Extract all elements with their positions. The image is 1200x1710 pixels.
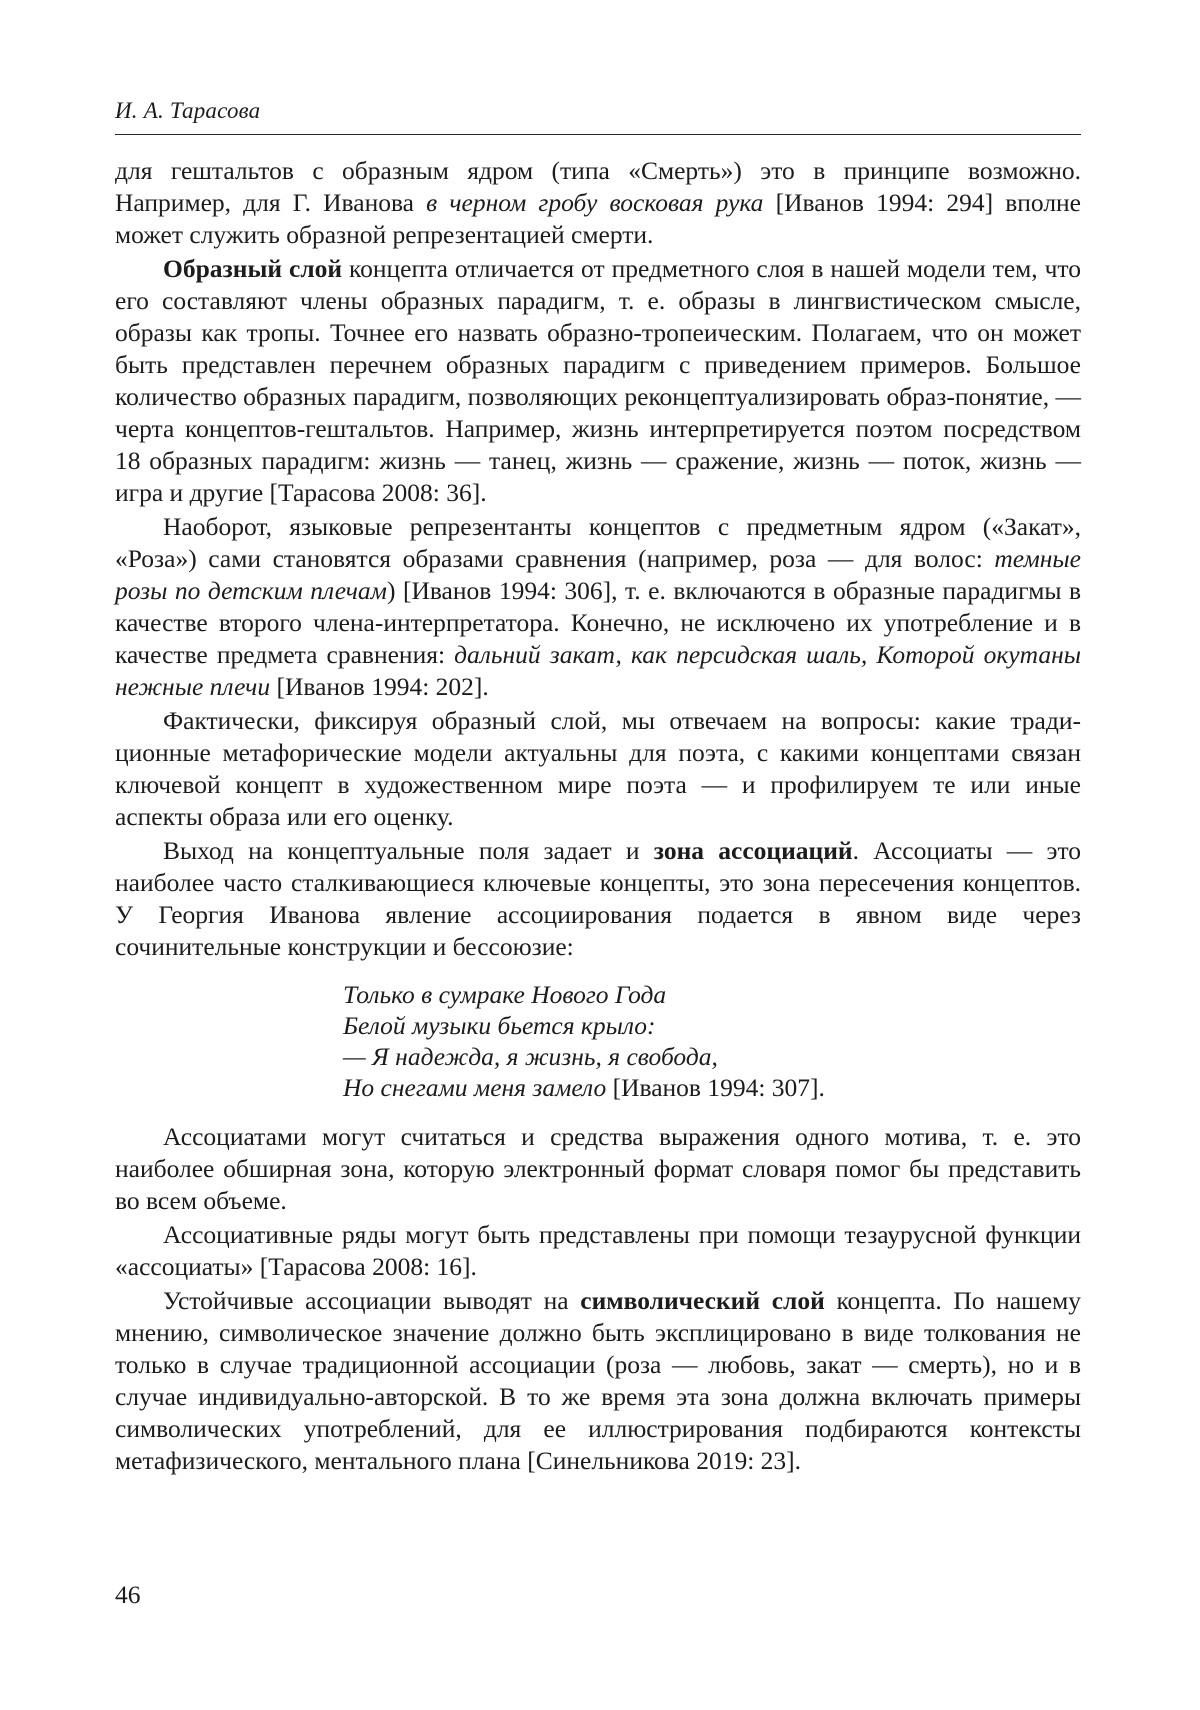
paragraph-text: концепта. По нашему мнению, символическое значение должно быть эксплицировано в виде толкования не только в случае традиционной ассоциации (роза — любовь, закат — смерть), но и в случае индивидуально-авторской. В то же время эта зона должна включать примеры символических употреблений, для ее иллюстрирования подбираются контексты метафизического, ментального плана [Синельникова 2019: 23]. — [115, 1286, 1081, 1475]
paragraph-text: для гештальтов с образным ядром (типа «Смерть») это в принципе возможно. Например, для Г. Иванова — [115, 156, 1081, 217]
page-number: 46 — [115, 1580, 141, 1609]
poem-line-1: Только в сумраке Нового Года — [343, 980, 667, 1009]
header-rule — [115, 134, 1081, 135]
paragraph-2 — [115, 253, 1081, 509]
paragraph-text: Наоборот, языковые репрезентанты концептов с предметным ядром («Закат», «Роза») сами становятся образами сравнения (например, роза — для волос: — [115, 512, 1081, 573]
paragraph-text: Устойчивые ассоциации выводят на — [163, 1286, 581, 1315]
paragraph-1 — [115, 155, 1081, 251]
paragraph-text: ) [Иванов 1994: 306], т. е. включаются в образные парадигмы в качестве второго члена-интерпретатора. Конечно, не исключено их употребление и в качестве предмета сравнения: — [115, 576, 1082, 669]
poem-line-3: — Я надежда, я жизнь, я свобода, — [343, 1042, 718, 1071]
poem-line-4 — [343, 1072, 1081, 1103]
paragraph-text: [Иванов 1994: 294] вполне может служить образной репрезентацией смерти. — [115, 188, 1082, 249]
poem-quote — [343, 979, 1081, 1103]
main-text — [115, 155, 1081, 1479]
poem-reference: [Иванов 1994: 307]. — [606, 1073, 825, 1102]
paragraph-3 — [115, 511, 1081, 703]
paragraph-text: концепта отличается от предметного слоя в нашей модели тем, что его составляют члены образных парадигм, т. е. образы в лингвистическом смысле, образы как тропы. Точнее его назвать образно-тропеическим. Полагаем, что он может быть представлен перечнем образных парадигм с приведением примеров. Большое количество образных парадигм, позволяющих реконцептуализировать образ-понятие, — черта концептов-гештальтов. Например, жизнь интерпретируется поэтом посредством 18 образных парадигм: жизнь — танец, жизнь — сражение, жизнь — поток, жизнь — игра и другие [Тарасова 2008: 36]. — [115, 254, 1081, 507]
running-head: И. А. Тарасова — [115, 98, 261, 123]
paragraph-text: [Иванов 1994: 202]. — [270, 672, 489, 701]
poem-line-2: Белой музыки бьется крыло: — [343, 1011, 656, 1040]
paragraph-8 — [115, 1285, 1081, 1477]
paragraph-text: . Ассоциаты — это наиболее часто сталкивающиеся ключевые концепты, это зона пересечения концептов. У Георгия Иванова явление ассоциирования подается в явном виде через сочинительные конструкции и бессоюзие: — [115, 836, 1082, 961]
term-bold: Образный слой — [163, 254, 343, 283]
poem-line-4-text: Но снегами меня замело — [343, 1073, 607, 1102]
quote-italic: дальний закат, как персидская шаль, Которой окутаны нежные плечи — [115, 640, 1081, 701]
paragraph-5 — [115, 835, 1081, 963]
paragraph-text: Выход на концептуальные поля задает и — [163, 836, 654, 865]
quote-italic: в черном гробу восковая рука — [426, 188, 764, 217]
term-bold: зона ассоциаций — [653, 836, 853, 865]
book-page — [115, 0, 1081, 1710]
paragraph-4: Фактически, фиксируя образный слой, мы отвечаем на вопросы: какие традиционные метафорические модели актуальны для поэта, с какими концептами связан ключевой концепт в художественном мире поэта — и профилируем те или иные аспекты образа или его оценку. — [115, 706, 1081, 831]
paragraph-6: Ассоциатами могут считаться и средства выражения одного мотива, т. е. это наиболее обширная зона, которую электронный формат словаря помог бы представить во всем объеме. — [115, 1122, 1081, 1215]
quote-italic: темные розы по детским плечам — [115, 544, 1081, 605]
paragraph-7: Ассоциативные ряды могут быть представлены при помощи тезаурусной функции «ассоциаты» [Тарасова 2008: 16]. — [115, 1220, 1081, 1281]
term-bold: символический слой — [580, 1286, 825, 1315]
